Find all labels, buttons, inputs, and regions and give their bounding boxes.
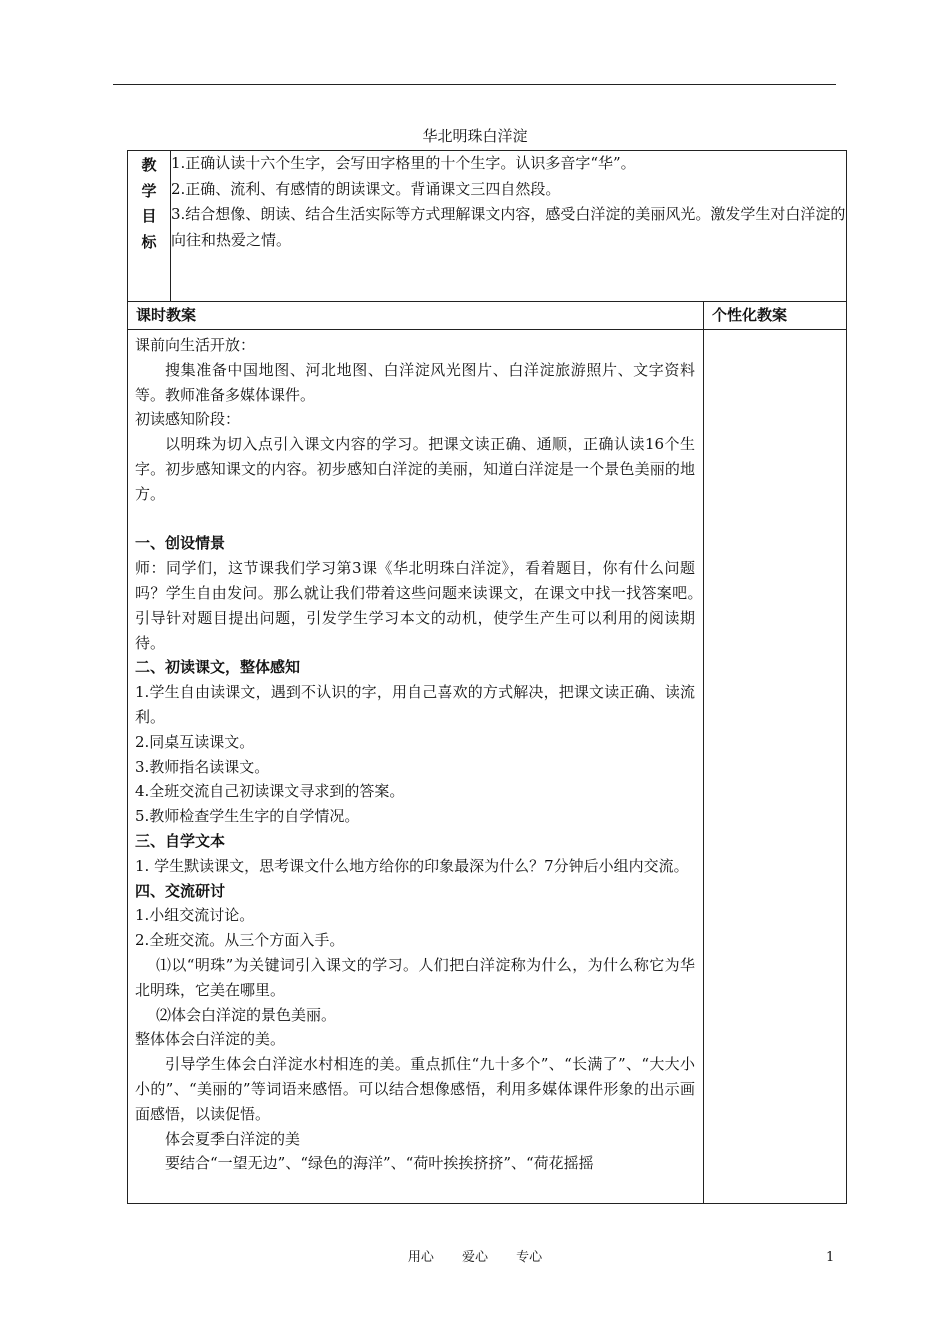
header-rule [113, 84, 836, 85]
page-footer [0, 1250, 950, 1266]
document-title: 华北明珠白洋淀 [422, 127, 528, 145]
main-plan-header: 课时教案 [128, 302, 704, 330]
list-item: 4.全班交流自己初读课文寻求到的答案。 [135, 782, 405, 801]
objectives-label-char: 标 [141, 232, 157, 251]
list-item: 2.全班交流。从三个方面入手。 [135, 931, 345, 950]
section-heading: 一、创设情景 [135, 534, 226, 553]
paragraph: 师：同学们，这节课我们学习第3课《华北明珠白洋淀》，看着题目，你有什么问题吗？学生自由发问。那么就让我们带着这些问题来读课文，在课文中找一找答案吧。 引导针对题目提出问题，引发学生学习本文的动机，使学生产生可以利用的阅读期待。 [135, 559, 711, 652]
paragraph: ⑵体会白洋淀的景色美丽。 [156, 1005, 337, 1024]
list-item: 5.教师检查学生生字的自学情况。 [135, 807, 360, 826]
paragraph: 体会夏季白洋淀的美 [165, 1129, 301, 1148]
list-item: 1.学生自由读课文，遇到不认识的字，用自己喜欢的方式解决，把课文读正确、读流利。 [135, 683, 695, 726]
column-header-row [128, 302, 847, 330]
paragraph: 整体体会白洋淀的美。 [135, 1030, 286, 1049]
section-heading: 三、自学文本 [135, 831, 226, 850]
list-item: 3.教师指名读课文。 [135, 757, 270, 776]
footer-text: 专心 [516, 1250, 543, 1265]
paragraph: 课前向生活开放： [135, 336, 256, 354]
objectives-label-cell [128, 151, 171, 302]
objectives-row [128, 151, 847, 302]
footer-text: 爱心 [461, 1250, 488, 1265]
footer-text: 用心 [407, 1250, 434, 1265]
paragraph: 要结合“一望无边”、“绿色的海洋”、“荷叶挨挨挤挤”、“荷花摇摇 [165, 1154, 594, 1173]
personal-plan-cell [704, 330, 847, 1204]
objectives-label-char: 目 [141, 207, 157, 225]
paragraph: ⑴以“明珠”为关键词引入课文的学习。人们把白洋淀称为什么，为什么称它为华北明珠，它美在哪里。 [135, 955, 695, 999]
objectives-label-char: 学 [141, 181, 157, 200]
objectives-label-char: 教 [141, 156, 157, 174]
paragraph: 搜集准备中国地图、河北地图、白洋淀风光图片、白洋淀旅游照片、文字资料等。教师准备多媒体课件。 [135, 360, 695, 404]
section-heading: 四、交流研讨 [135, 881, 226, 900]
list-item: 2.同桌互读课文。 [135, 732, 255, 751]
lesson-body-row [128, 330, 847, 1204]
blank-line [135, 507, 695, 532]
list-item: 1.小组交流讨论。 [135, 906, 255, 925]
page-number: 1 [826, 1250, 835, 1265]
objectives-content-cell [171, 151, 847, 302]
paragraph: 初读感知阶段： [135, 410, 241, 429]
paragraph: 以明珠为切入点引入课文内容的学习。把课文读正确、通顺，正确认读16个生字。初步感知课文的内容。初步感知白洋淀的美丽，知道白洋淀是一个景色美丽的地方。 [135, 435, 695, 503]
objective-item: 1.正确认读十六个生字，会写田字格里的十个生字。认识多音字“华”。 [171, 154, 636, 172]
objective-item: 3.结合想像、朗读、结合生活实际等方式理解课文内容，感受白洋淀的美丽风光。激发学生对白洋淀的向往和热爱之情。 [171, 205, 846, 249]
section-heading: 二、初读课文，整体感知 [135, 658, 301, 677]
personal-plan-header: 个性化教案 [704, 302, 847, 330]
lesson-plan-table [127, 150, 847, 1204]
paragraph: 引导学生体会白洋淀水村相连的美。重点抓住“九十多个”、“长满了”、“大大小小的”、“美丽的”等词语来感悟。可以结合想像感悟，利用多媒体课件形象的出示画面感悟，以读促悟。 [135, 1055, 695, 1123]
lesson-body-cell [128, 330, 711, 1204]
list-item: 1. 学生默读课文，思考课文什么地方给你的印象最深为什么？7分钟后小组内交流。 [135, 856, 689, 875]
objective-item: 2.正确、流利、有感情的朗读课文。背诵课文三四自然段。 [171, 179, 561, 198]
